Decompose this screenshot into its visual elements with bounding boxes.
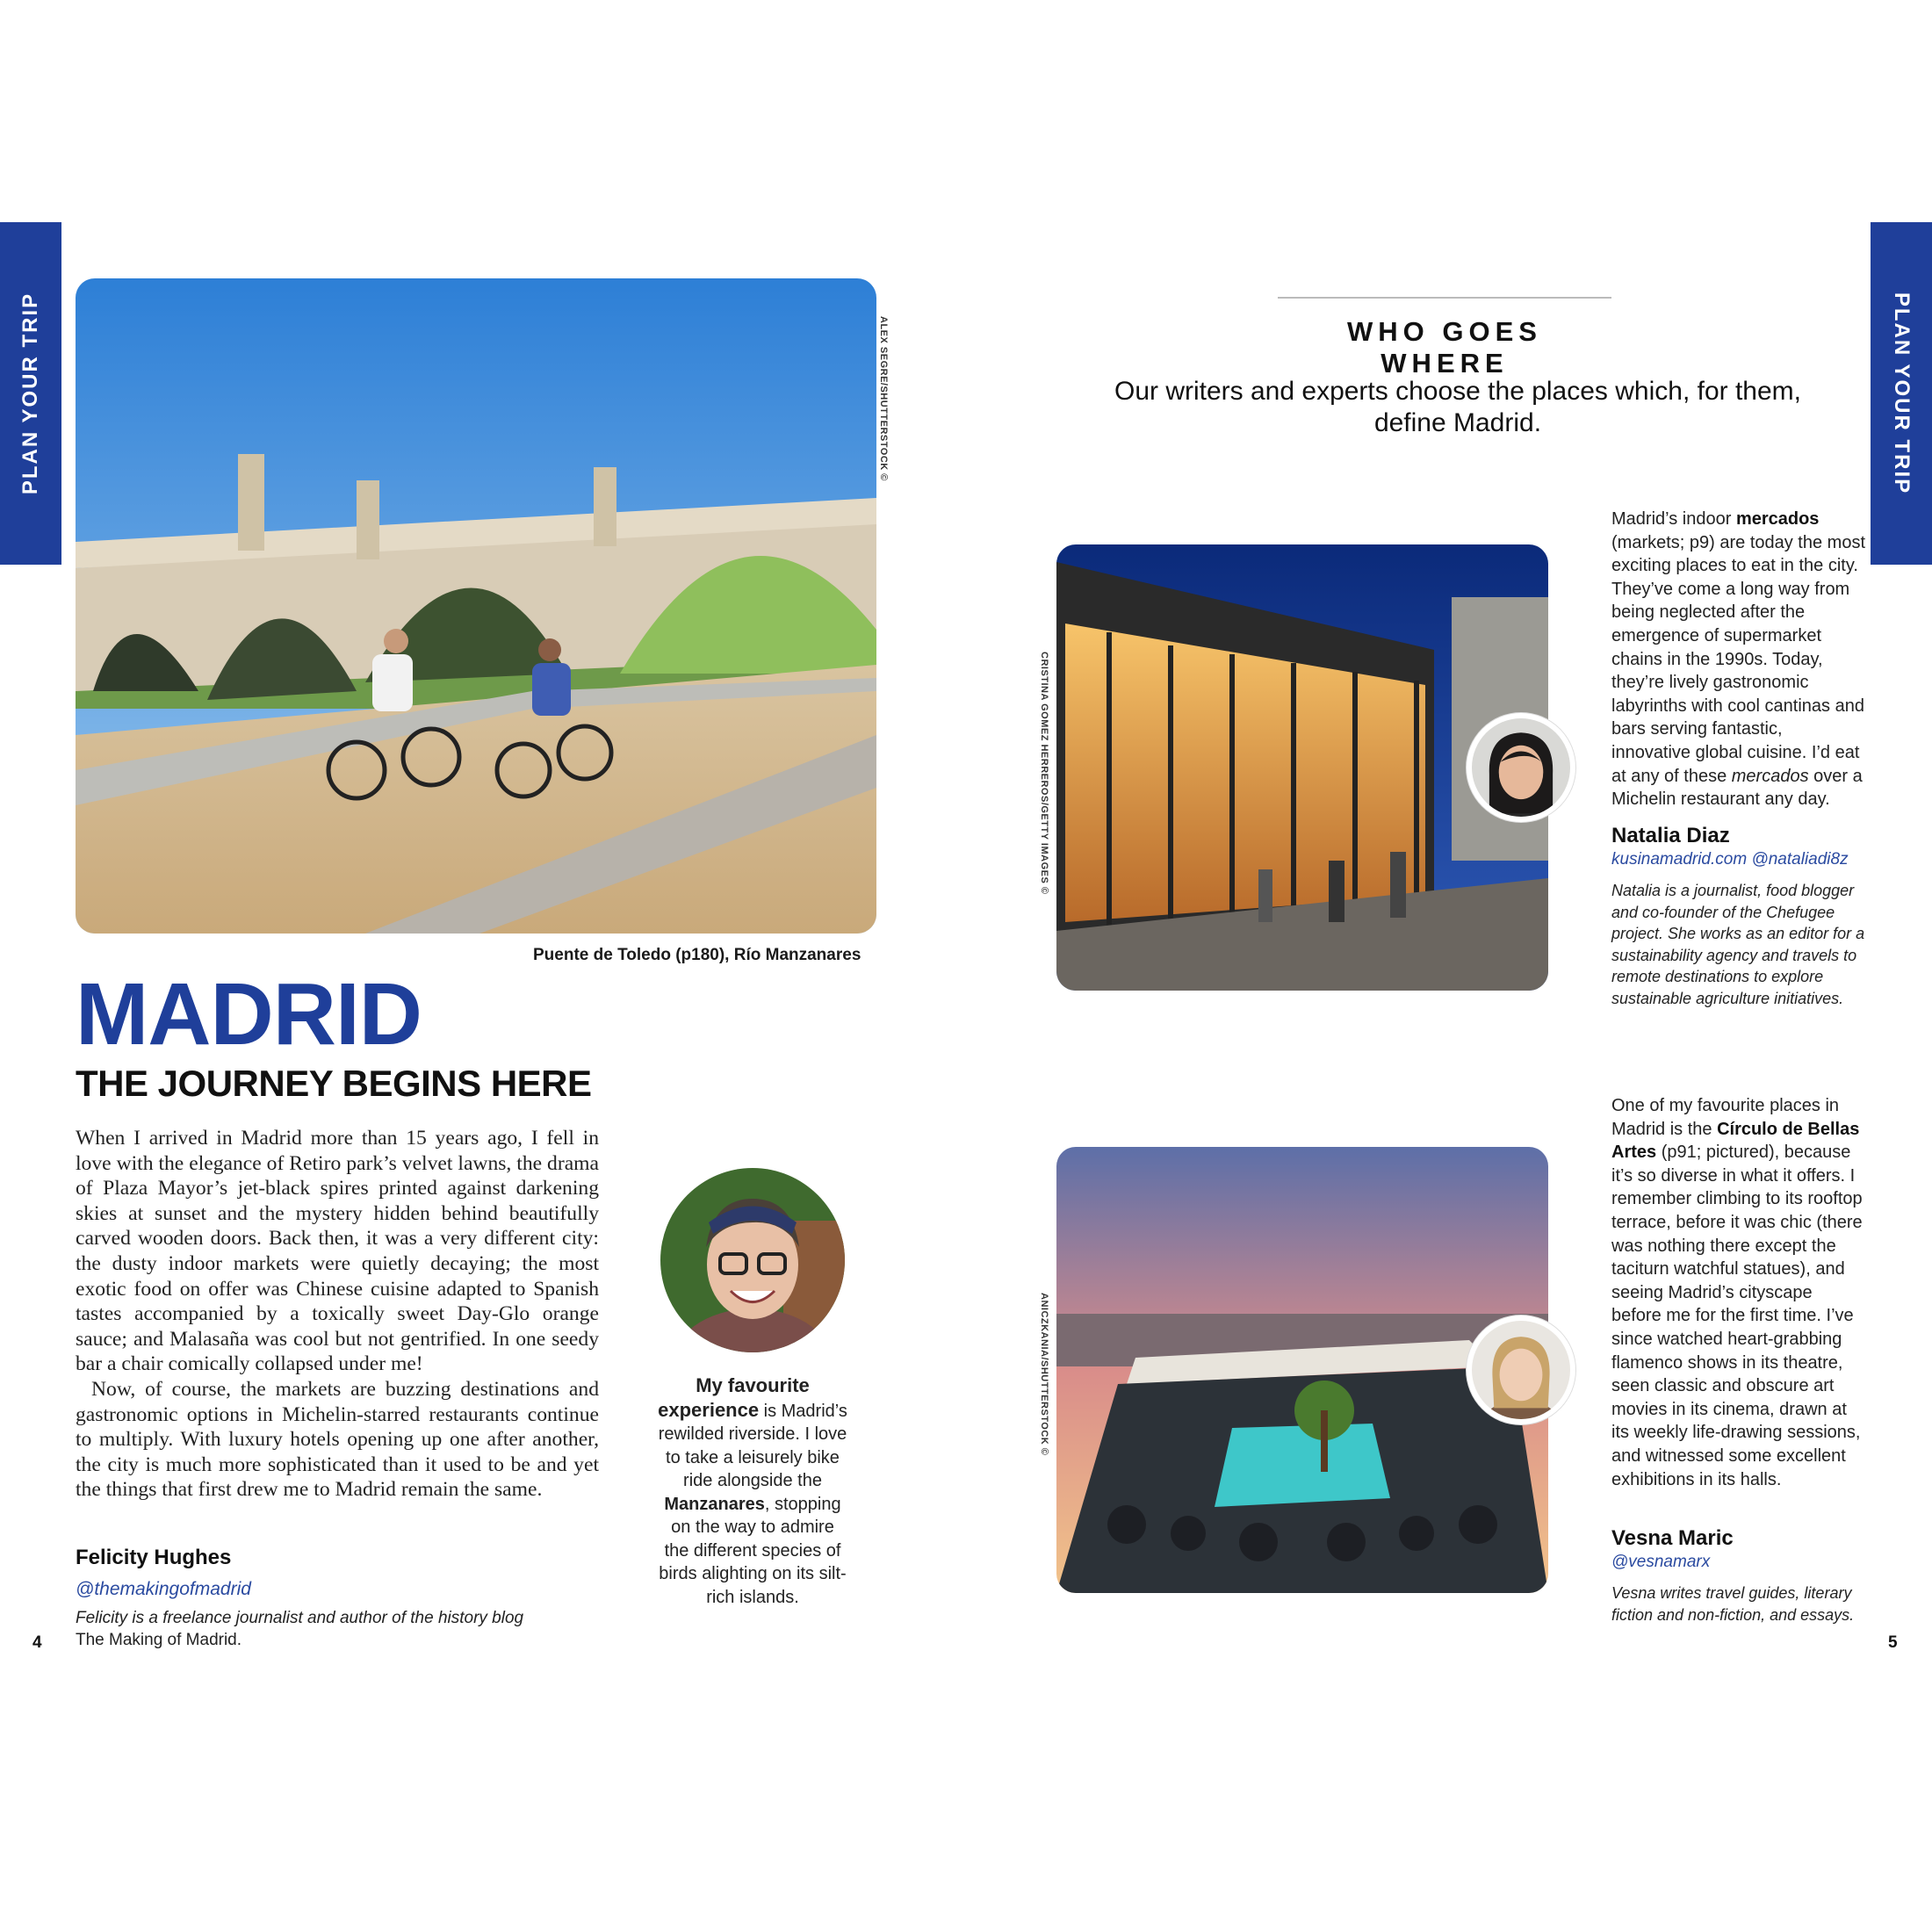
author-bio-line: Felicity is a freelance journalist and author of the history blog	[76, 1609, 524, 1627]
page-title: MADRID	[76, 965, 422, 1063]
favourite-text: , stopping on the way to admire the different species of birds alighting on its silt-rich islands.	[659, 1494, 847, 1607]
entry-text: (markets; p9) are today the most exciting places to eat in the city. They’ve come a long way from being neglected after the emergence of supermarket chains in the 1990s. Today, they’re lively gastronomic labyrinths with cool cantinas and bars serving fantastic, innovative global cuisine. I’d eat at any of these	[1611, 532, 1866, 786]
author-name: Vesna Maric	[1611, 1526, 1734, 1550]
author-bio: Natalia is a journalist, food blogger and co-founder of the Chefugee project. She works as an editor for a sustainability agency and travels to remote destinations to explore sustainable agriculture initiatives.	[1611, 882, 1865, 1007]
entry2-text	[1611, 1094, 1866, 1491]
entry-text: One of my favourite places in Madrid is the	[1611, 1096, 1840, 1139]
author-name: Natalia Diaz	[1611, 824, 1730, 847]
entry-bold: mercados	[1735, 509, 1820, 529]
entry-text: Madrid’s indoor	[1611, 509, 1736, 529]
article-paragraph: When I arrived in Madrid more than 15 years ago, I fell in love with the elegance of Retiro park’s velvet lawns, the drama of Plaza Mayor’s jet-black spires printed against darkening skies at sunset and the mystery hidden behind beautifully carved wooden doors. Back then, it was a very different city: the dusty indoor markets were quietly decaying; the most exotic food on offer was Chinese cuisine adapted to Spanish tastes accompanied by a toxically sweet Day-Glo orange sauce; and Malasaña was cool but not gentrified. In one seedy bar a chair comically collapsed under me!	[76, 1127, 599, 1376]
entry-text: over a Michelin restaurant any day.	[1611, 766, 1863, 810]
section-title: WHO GOES WHERE	[1278, 297, 1611, 379]
article-paragraph: Now, of course, the markets are buzzing destinations and gastronomic options in Michelin-starred restaurants continue to multiply. With luxury hotels opening up one after another, the city is much more sophisticated than it used to be and yet the things that first drew me to Madrid remain the same.	[76, 1377, 599, 1502]
photo-credit: ANICZKANIA/SHUTTERSTOCK ©	[1039, 1293, 1049, 1456]
photo-credit: CRISTINA GOMEZ HERREROS/GETTY IMAGES ©	[1039, 652, 1049, 895]
author-bio-title: The Making of Madrid.	[76, 1631, 242, 1649]
side-tab-label: PLAN YOUR TRIP	[18, 292, 42, 495]
side-tab-right	[1871, 222, 1932, 565]
author-avatar	[1467, 1316, 1575, 1424]
page-number-right: 5	[1888, 1633, 1898, 1652]
favourite-text: is Madrid’s rewilded riverside. I love to take a leisurely bike ride alongside the	[658, 1401, 847, 1490]
entry-bold: Círculo de Bellas Artes	[1611, 1119, 1860, 1163]
article-body	[76, 1126, 599, 1503]
author-bio: Vesna writes travel guides, literary fiction and non-fiction, and essays.	[1611, 1584, 1855, 1624]
favourite-experience	[657, 1374, 848, 1609]
author-handle[interactable]: @themakingofmadrid	[76, 1579, 251, 1599]
author-handle[interactable]: kusinamadrid.com @nataliadi8z	[1611, 850, 1849, 869]
favourite-bold: Manzanares	[664, 1494, 765, 1514]
entry1-text	[1611, 508, 1866, 811]
entry-italic: mercados	[1731, 766, 1809, 786]
page-subtitle: THE JOURNEY BEGINS HERE	[76, 1063, 592, 1104]
entry-text: (p91; pictured), because it’s so diverse in what it offers. I remember climbing to its rooftop terrace, before it was chic (there was nothing there except the taciturn watchful statues), and seeing Madrid’s cityscape before me for the first time. I’ve since watched heart-grabbing flamenco shows in its theatre, seen classic and obscure art movies in its cinema, drawn at its weekly life-drawing sessions, and witnessed some excellent exhibitions in its halls.	[1611, 1143, 1863, 1489]
favourite-lead: My favourite experience	[658, 1374, 810, 1421]
side-tab-label: PLAN YOUR TRIP	[1890, 292, 1914, 495]
side-tab-left	[0, 222, 61, 565]
author-bio	[76, 1607, 638, 1651]
author-avatar	[660, 1168, 845, 1352]
bridge-photo	[76, 278, 876, 934]
author-avatar	[1467, 713, 1575, 822]
author-handle[interactable]: @vesnamarx	[1611, 1553, 1711, 1571]
photo-credit: ALEX SEGRE/SHUTTERSTOCK ©	[878, 316, 889, 481]
author-name: Felicity Hughes	[76, 1546, 232, 1569]
page-number-left: 4	[32, 1633, 42, 1652]
section-intro: Our writers and experts choose the places which, for them, define Madrid.	[1114, 377, 1802, 437]
photo-caption: Puente de Toledo (p180), Río Manzanares	[533, 946, 861, 964]
